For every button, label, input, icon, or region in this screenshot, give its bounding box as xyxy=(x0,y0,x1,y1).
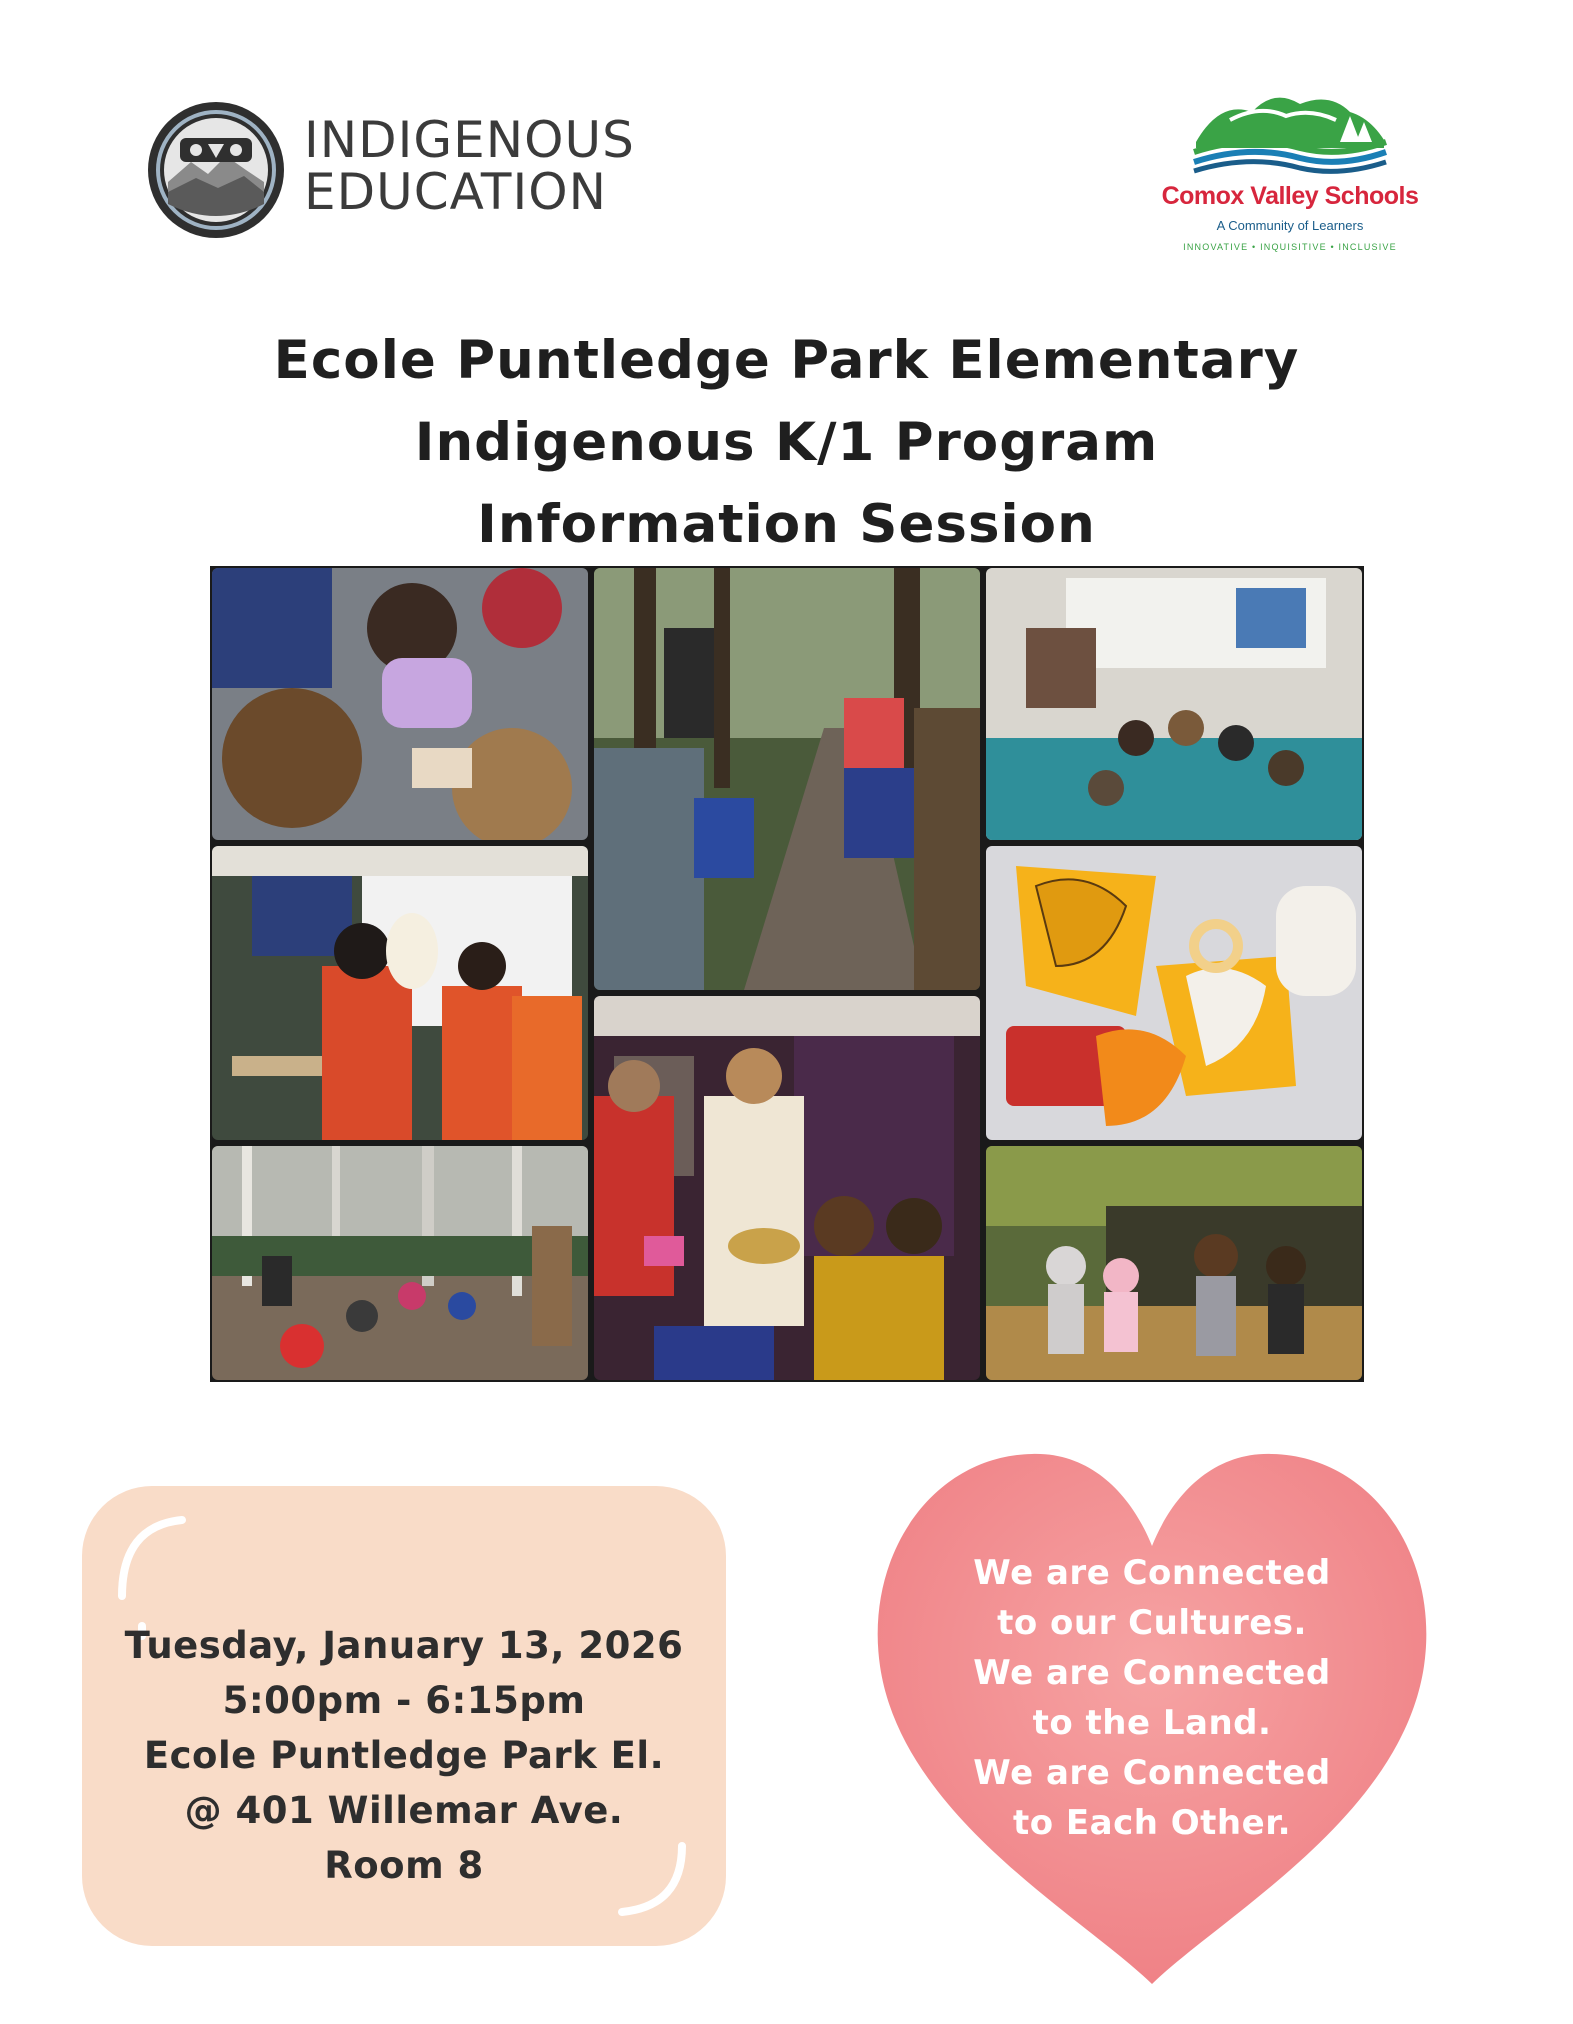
photo-paper-crafts xyxy=(986,846,1362,1140)
event-address: @ 401 Willemar Ave. xyxy=(184,1789,624,1832)
title-line1: Ecole Puntledge Park Elementary xyxy=(273,330,1300,391)
photo-forest-trail xyxy=(594,568,980,990)
indigenous-logo-line2: EDUCATION xyxy=(304,163,607,221)
photo-collage xyxy=(210,566,1364,1382)
heart-line-4: to the Land. xyxy=(1032,1703,1272,1743)
event-time: 5:00pm - 6:15pm xyxy=(222,1679,586,1722)
heart-message xyxy=(862,1548,1442,1848)
photo-classroom-story-time xyxy=(986,568,1362,840)
photo-teachers-regalia xyxy=(594,996,980,1380)
event-room: Room 8 xyxy=(324,1844,484,1887)
photo-outdoor-gathering xyxy=(212,1146,588,1380)
heart-line-6: to Each Other. xyxy=(1012,1803,1292,1843)
heart-line-1: We are Connected xyxy=(973,1553,1331,1593)
district-tagline: A Community of Learners xyxy=(1216,218,1364,233)
mountain-river-trees-icon xyxy=(1190,82,1390,174)
photo-children-crafting xyxy=(212,568,588,840)
indigenous-seal-icon xyxy=(146,100,286,240)
event-date: Tuesday, January 13, 2026 xyxy=(124,1624,684,1667)
title-line2: Indigenous K/1 Program xyxy=(414,412,1159,473)
district-name: Comox Valley Schools xyxy=(1161,182,1419,210)
photo-children-stream xyxy=(986,1146,1362,1380)
heart-line-3: We are Connected xyxy=(973,1653,1331,1693)
photo-classroom-drumming xyxy=(212,846,588,1140)
page-title xyxy=(0,320,1573,566)
indigenous-logo-line1: INDIGENOUS xyxy=(304,111,635,169)
heart-line-2: to our Cultures. xyxy=(997,1603,1307,1643)
district-values: INNOVATIVE • INQUISITIVE • INCLUSIVE xyxy=(1183,242,1397,252)
event-details xyxy=(82,1618,726,1893)
event-location: Ecole Puntledge Park El. xyxy=(143,1734,665,1777)
indigenous-education-logo xyxy=(146,100,706,240)
comox-valley-schools-logo xyxy=(1160,82,1420,262)
heart-line-5: We are Connected xyxy=(973,1753,1331,1793)
title-line3: Information Session xyxy=(477,494,1096,555)
